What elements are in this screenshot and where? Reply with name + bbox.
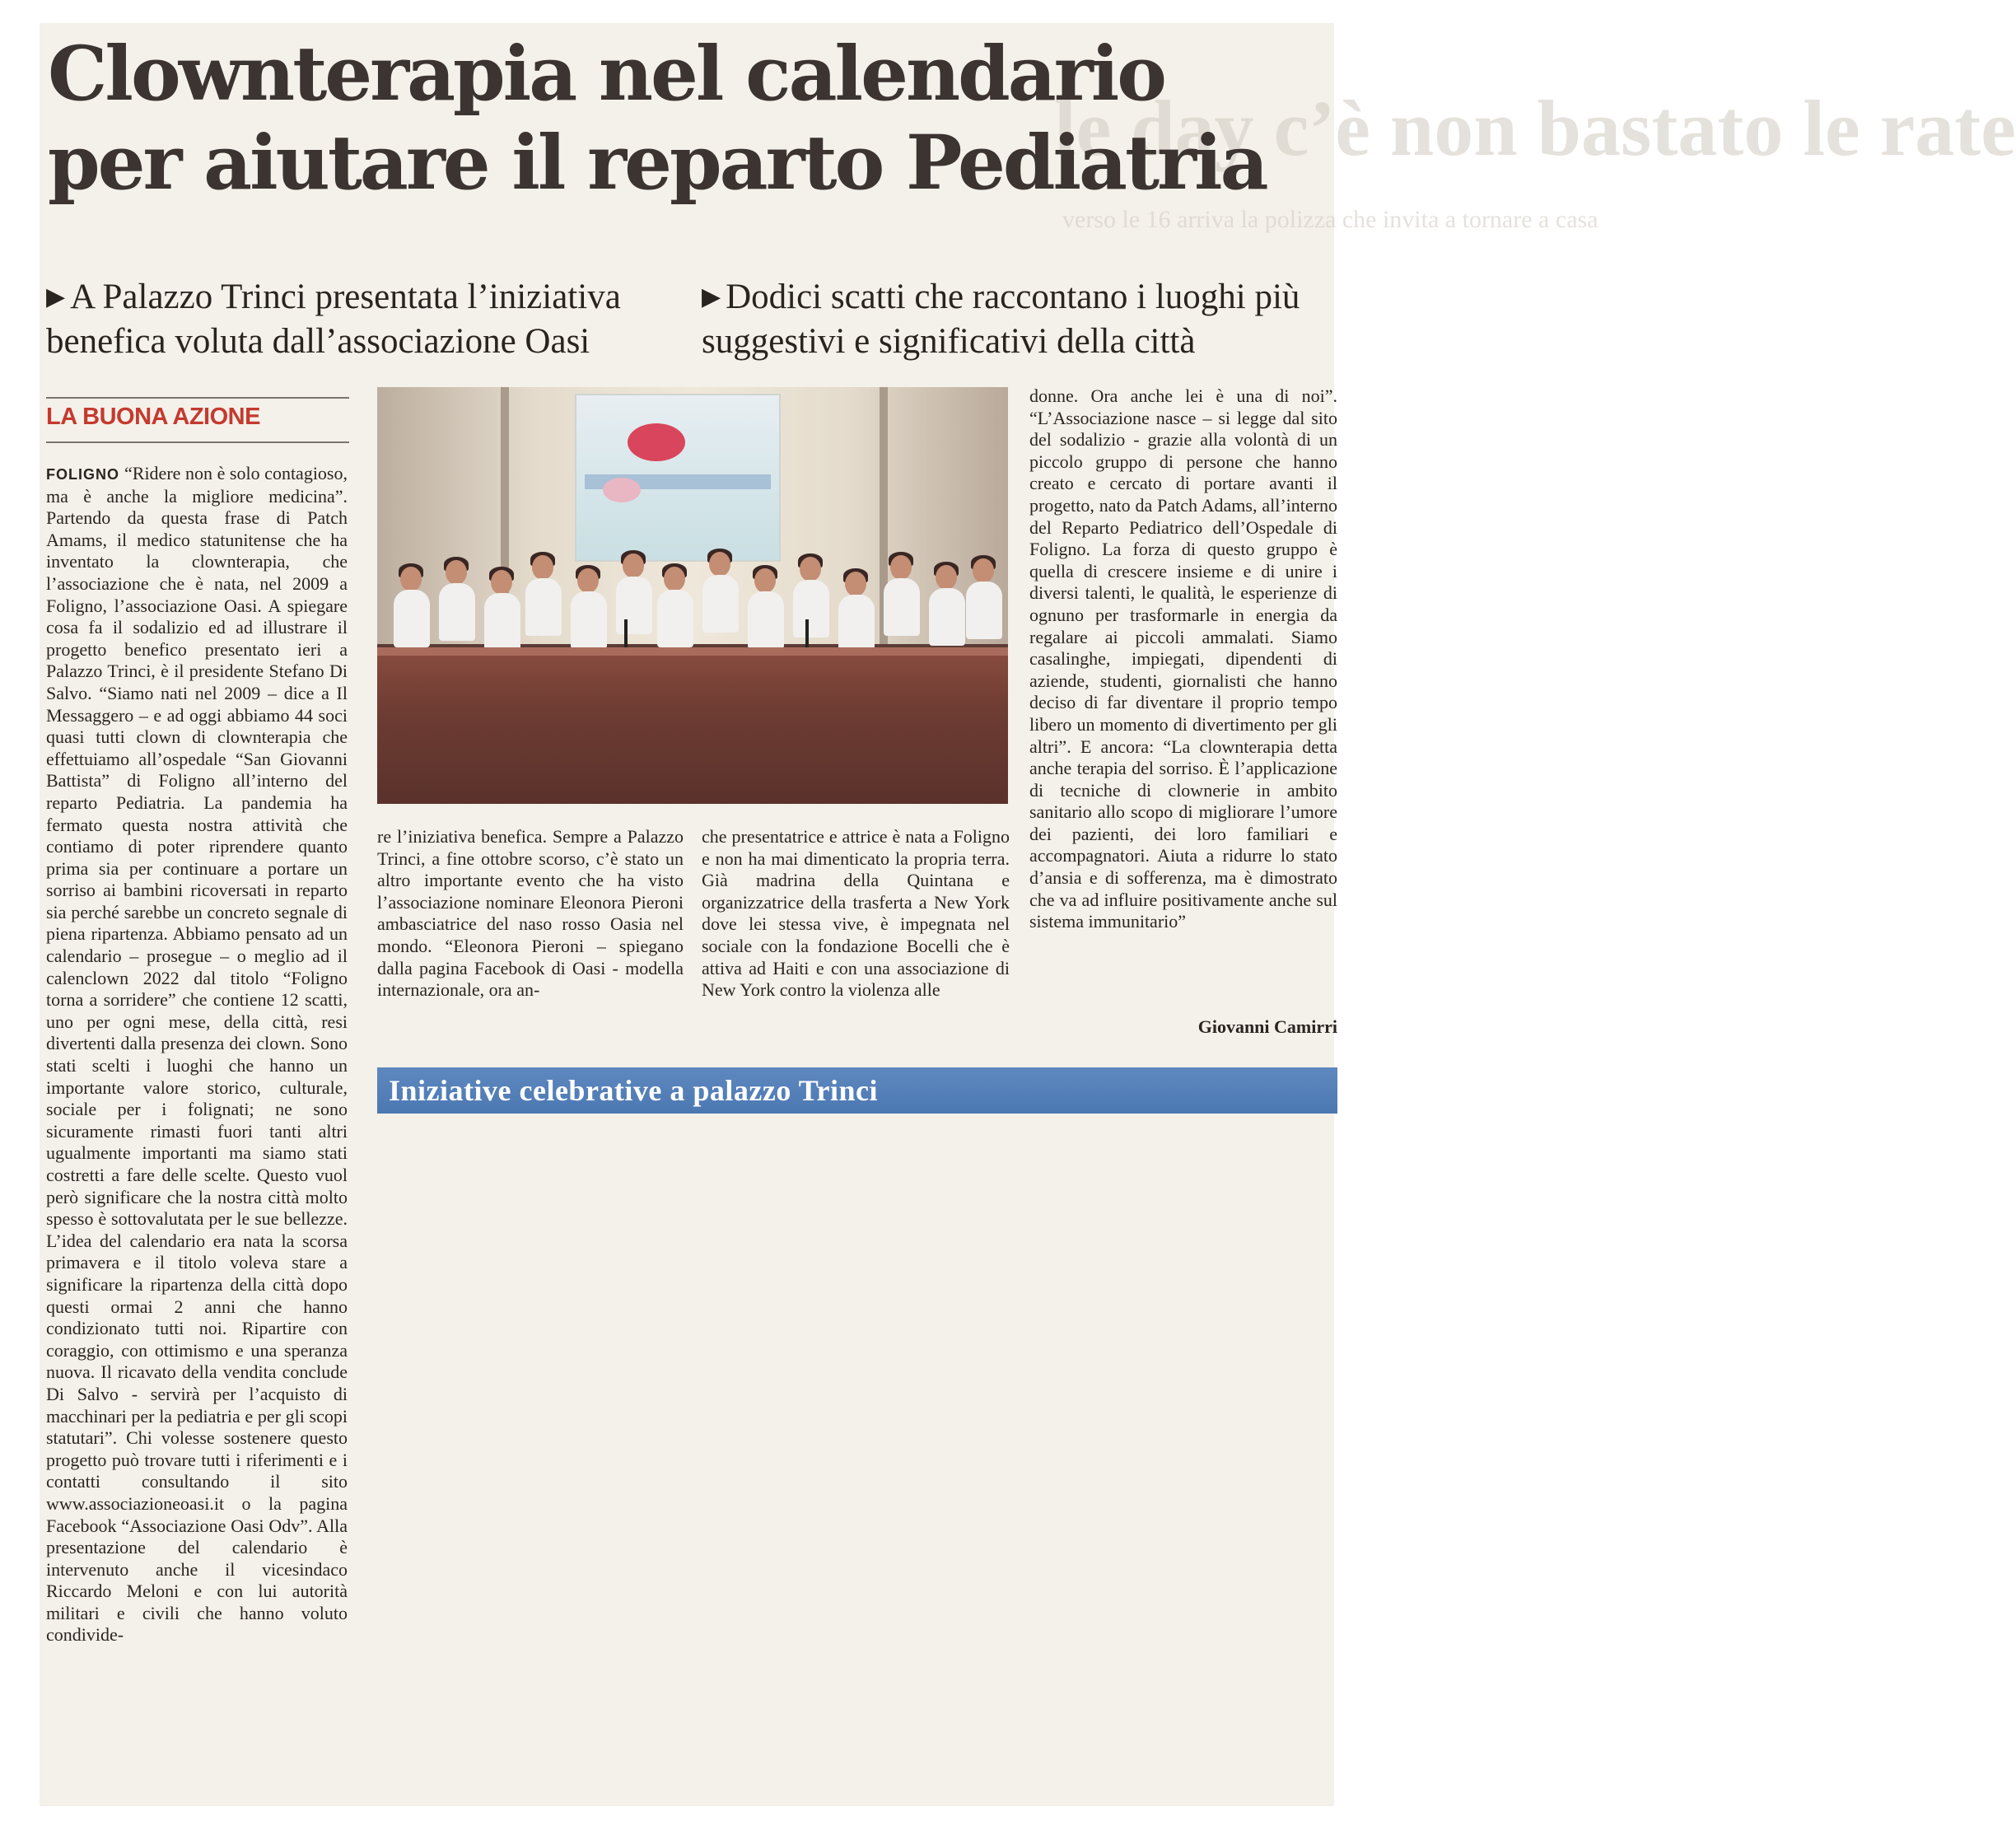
subheadline-right-text: Dodici scatti che raccontano i luoghi più suggestivi e significativi della città bbox=[702, 278, 1300, 361]
dateline: FOLIGNO bbox=[46, 466, 119, 483]
rubric-rule-bottom bbox=[46, 441, 349, 443]
column-1-text: “Ridere non è solo contagioso, ma è anche la migliore medicina”. Partendo da questa frase di Patch Amams, il medico statunitense che ha inventato la clownterapia, che l’associazione che è nata, nel 2009 a Foligno, l’associazione Oasi. A spiegare cosa fa il sodalizio ed ad illustrare il progetto benefico presentato ieri a Palazzo Trinci, è il presidente Stefano Di Salvo. “Siamo nati nel 2009 – dice a Il Messaggero – e ad oggi abbiamo 44 soci quasi tutti clown di clownterapia che effettuiamo all’ospedale “San Giovanni Battista” di Foligno all’interno del reparto Pediatria. La pandemia ha fermato questa nostra attività che contiamo di poter riprendere quanto prima sia per continuare a portare un sorriso ai bambini ricoversati in reparto sia perché sarebbe un concreto segnale di piena ripartenza. Abbiamo pensato ad un calendario – prosegue – o meglio ad il calenclown 2022 dal titolo “Foligno torna a sorridere” che contiene 12 scatti, uno per ogni mese, della città, resi divertenti dalla presenza dei clown. Sono stati scelti i luoghi che hanno un importante valore storico, culturale, sociale per i folignati; ne sono sicuramente rimasti fuori tanti altri ugualmente importanti ma siamo stati costretti a fare delle scelte. Questo vuol però significare che la nostra città molto spesso è sottovalutata per le sue bellezze. L’idea del calendario era nata la scorsa primavera e il titolo voleva stare a significare la ripartenza della città dopo questi ormai 2 anni che hanno condizionato tutti noi. Ripartire con coraggio, con ottimismo e una speranza nuova. Il ricavato della vendita conclude Di Salvo - servirà per l’acquisto di macchinari per la pediatria e per gli scopi statutari”. Chi volesse sostenere questo progetto può trovare tutti i riferimenti e i contatti consultando il sito www.associazioneoasi.it o la pagina Facebook “Associazione Oasi Odv”. Alla presentazione del calendario è intervenuto anche il vicesindaco Riccardo Meloni e con lui autorità militari e civili che hanno voluto condivide- bbox=[46, 463, 348, 1646]
table-edge bbox=[377, 647, 1008, 656]
person-head bbox=[973, 558, 994, 583]
headline-line-1: Clownterapia nel calendario bbox=[48, 30, 1164, 118]
headline-line-2: per aiutare il reparto Pediatria bbox=[48, 119, 1267, 207]
person-head bbox=[577, 568, 599, 593]
article-photo bbox=[377, 387, 1008, 804]
person-head bbox=[936, 565, 957, 590]
bleed-line-1: le day c’è non bastato le rate bbox=[1054, 84, 2016, 172]
person-head bbox=[400, 567, 422, 591]
column-2-text: re l’iniziativa benefica. Sempre a Palazzo Trinci, a fine ottobre scorso, c’è stato un altro importante evento che ha visto l’associazione nominare Eleonora Pieroni ambasciatrice del naso rosso Oasia nel mondo. “Eleonora Pieroni – spiegano dalla pagina Facebook di Oasi - modella internazionale, ora an- bbox=[377, 826, 684, 1001]
person-coat bbox=[484, 593, 520, 651]
person-coat bbox=[439, 583, 475, 641]
rubric-label: LA BUONA AZIONE bbox=[46, 404, 260, 430]
person-coat bbox=[394, 590, 430, 647]
article-column-3 bbox=[702, 826, 1010, 1002]
screen-logo-shape bbox=[603, 478, 641, 502]
subheadline-left bbox=[46, 275, 680, 364]
person-head bbox=[491, 570, 512, 595]
person-head bbox=[623, 553, 644, 578]
person-head bbox=[446, 560, 467, 585]
person-coat bbox=[838, 595, 875, 652]
bleed-line-2: verso le 16 arriva la polizza che invita a tornare a casa bbox=[1062, 206, 1598, 233]
person-head bbox=[532, 555, 553, 580]
projection-screen bbox=[575, 394, 781, 562]
article-column-4 bbox=[1029, 385, 1337, 933]
person-coat bbox=[884, 578, 920, 636]
person-coat bbox=[748, 591, 784, 649]
triangle-right-icon: ▶ bbox=[46, 283, 66, 311]
column-3-text: che presentatrice e attrice è nata a Foligno e non ha mai dimenticato la propria terra. Già madrina della Quintana e organizzatrice della trasferta a New York dove lei stessa vive, è impegnata nel sociale con la fondazione Bocelli che è attiva ad Haiti e con una associazione di New York contro la violenza alle bbox=[702, 826, 1010, 1001]
person-coat bbox=[571, 591, 607, 649]
person-coat bbox=[929, 588, 965, 646]
person-coat bbox=[702, 575, 739, 633]
person-coat bbox=[616, 577, 652, 634]
person-head bbox=[845, 572, 866, 596]
article-column-2 bbox=[377, 826, 684, 1002]
person-coat bbox=[966, 581, 1002, 639]
person-head bbox=[890, 555, 912, 580]
person-head bbox=[709, 552, 730, 577]
person-head bbox=[754, 568, 776, 593]
triangle-right-icon: ▶ bbox=[702, 283, 721, 311]
person-head bbox=[800, 557, 821, 581]
person-coat bbox=[657, 590, 693, 647]
byline: Giovanni Camirri bbox=[1197, 1016, 1337, 1037]
column-4-text: donne. Ora anche lei è una di noi”. “L’Associazione nasce – si legge dal sito del sodalizio - grazie alla volontà di un piccolo gruppo di persone che hanno creato e cercato di portare avanti il progetto, nato da Patch Adams, all’interno del Reparto Pediatrico dell’Ospedale di Foligno. La forza di questo gruppo è quella di crescere insieme e di unire i diversi talenti, le qualità, le esperienze di ognuno per trasformarle in energia da regalare ai piccoli ammalati. Siamo casalinghe, impiegati, dipendenti di aziende, studenti, giornalisti che hanno deciso di far diventare il proprio tempo libero un momento di divertimento per gli altri”. E ancora: “La clownterapia detta anche terapia del sorriso. È l’applicazione di tecniche di clownerie in ambito sanitario allo scopo di migliorare l’umore dei pazienti, dei loro familiari e accompagnatori. Aiuta a ridurre lo stato d’ansia e di sofferenza, ma è dimostrato che va ad influire positivamente anche sul sistema immunitario” bbox=[1029, 385, 1337, 932]
article-column-1 bbox=[46, 463, 348, 1646]
subheadline-left-text: A Palazzo Trinci presentata l’iniziativa benefica voluta dall’associazione Oasi bbox=[46, 278, 621, 361]
rubric-rule-top bbox=[46, 397, 349, 399]
conference-table bbox=[377, 647, 1008, 804]
photo-caption-bar bbox=[377, 1067, 1337, 1114]
photo-caption: Iniziative celebrative a palazzo Trinci bbox=[389, 1074, 879, 1107]
person-head bbox=[664, 567, 685, 591]
person-coat bbox=[525, 578, 562, 636]
headline bbox=[48, 30, 1332, 208]
screen-logo-shape bbox=[628, 423, 685, 461]
group-of-clowns bbox=[377, 552, 1008, 651]
person-coat bbox=[793, 580, 829, 637]
subheadline-right bbox=[702, 275, 1336, 364]
